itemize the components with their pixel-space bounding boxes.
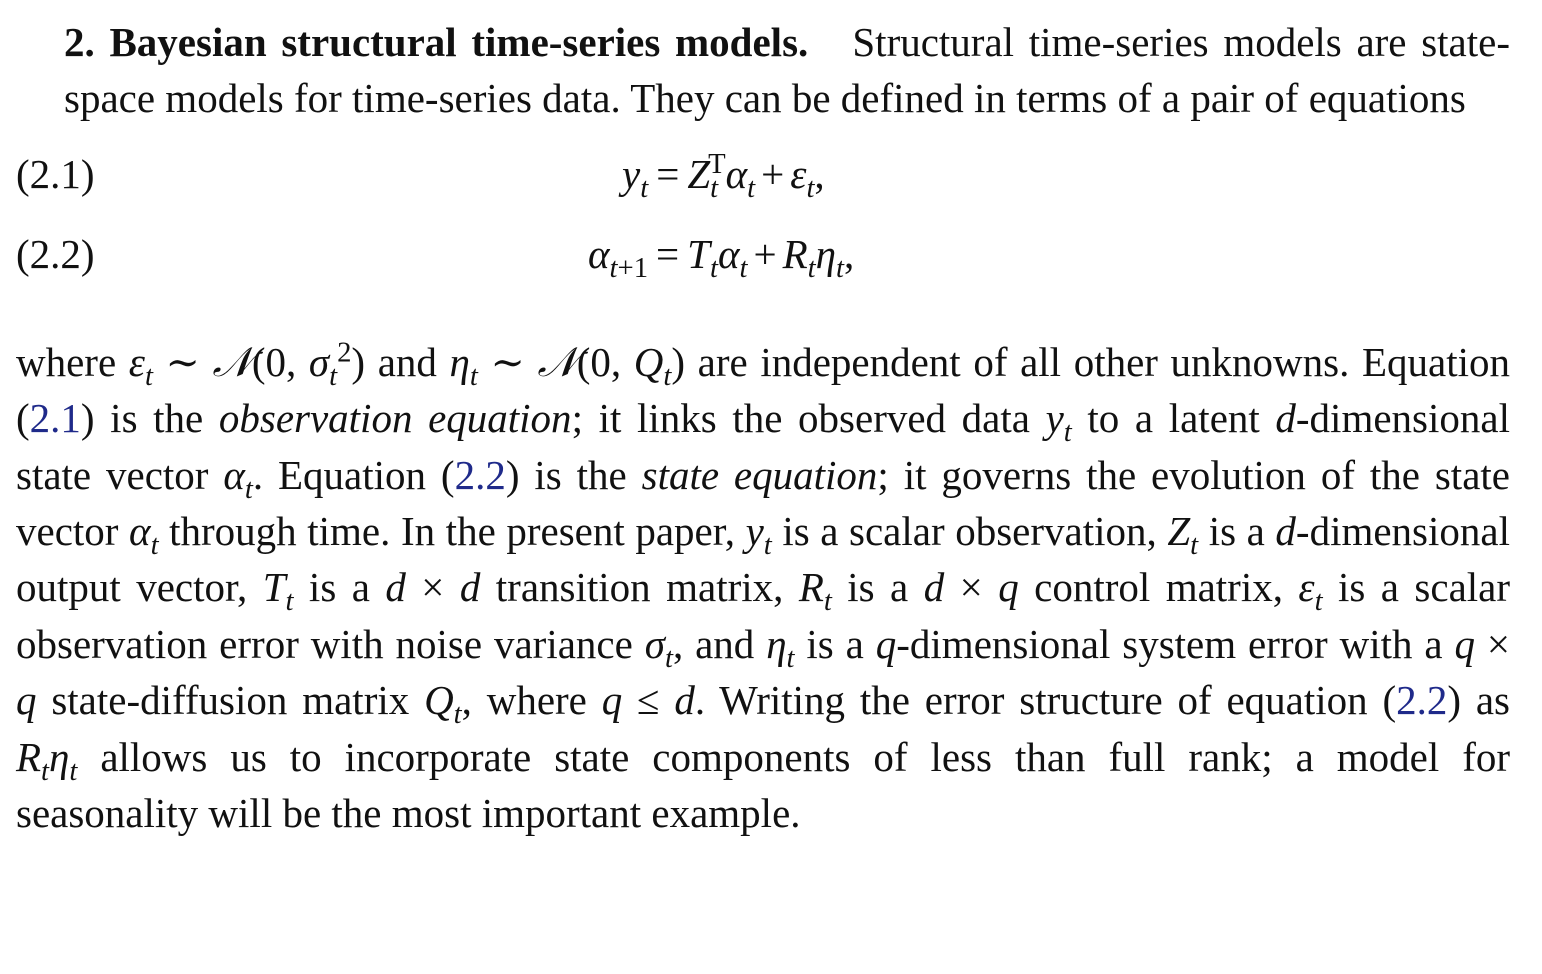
equation-reference-link[interactable]: 2.2 <box>1396 677 1448 724</box>
body-paragraph: where $\varepsilon_t$ ∼ 𝒩(0, $\sigma_t^2$) and $\eta_t$ ∼ 𝒩(0, $Q_t$) are independent of all other unknowns. Equation (2.1) is the observation equation; it links the observed data $y_t$ to a latent d-dimensional state vector $\alpha_t$. Equation (2.2) is the state equation; it governs the evolution of the state vector $\alpha_t$ through time. In the present paper, $y_t$ is a scalar observation, $Z_t$ is a d-dimensional output vector, $T_t$ is a d × d transition matrix, $R_t$ is a d × q control matrix, $\varepsilon_t$ is a scalar observation error with noise variance $\sigma_t$, and $\eta_t$ is a q-dimensional system error with a q × q state-diffusion matrix $Q_t$, where q ≤ d. Writing the error structure of equation (2.2) as $R_t\eta_t$ allows us to incorporate state components of less than full rank; a model for seasonality will be the most important example. <box>16 336 1511 837</box>
intro-text: Structural time-series models are state-space models for time-series data. They can be defined in terms of a pair of equations <box>64 19 1510 122</box>
equation-label: (2.1) <box>16 150 95 197</box>
body-text: are independent of all other unknowns. <box>697 338 1350 385</box>
equation-reference-link[interactable]: 2.2 <box>454 451 506 498</box>
body-text: and <box>377 338 437 385</box>
emphasized-term: observation equation <box>218 395 572 442</box>
paper-page <box>16 14 1510 841</box>
body-text: where <box>16 338 117 385</box>
equation-2-1 <box>16 146 1510 206</box>
equation-reference-link[interactable]: 2.1 <box>29 395 81 442</box>
observation-equation-formula: $y_t = Z_t^T\alpha_t + \varepsilon_t$, <box>622 148 825 204</box>
section-heading: 2. Bayesian structural time-series models. <box>64 19 809 65</box>
state-equation-formula: $\alpha_{t+1} = T_t\alpha_t + R_t\eta_t$, <box>588 230 855 284</box>
equation-label: (2.2) <box>16 230 95 277</box>
cut-off-next-line <box>16 962 1510 974</box>
equation-2-2 <box>16 226 1510 286</box>
emphasized-term: state equation <box>641 451 878 498</box>
section-paragraph-intro <box>16 14 1510 127</box>
equation-block <box>16 146 1510 326</box>
